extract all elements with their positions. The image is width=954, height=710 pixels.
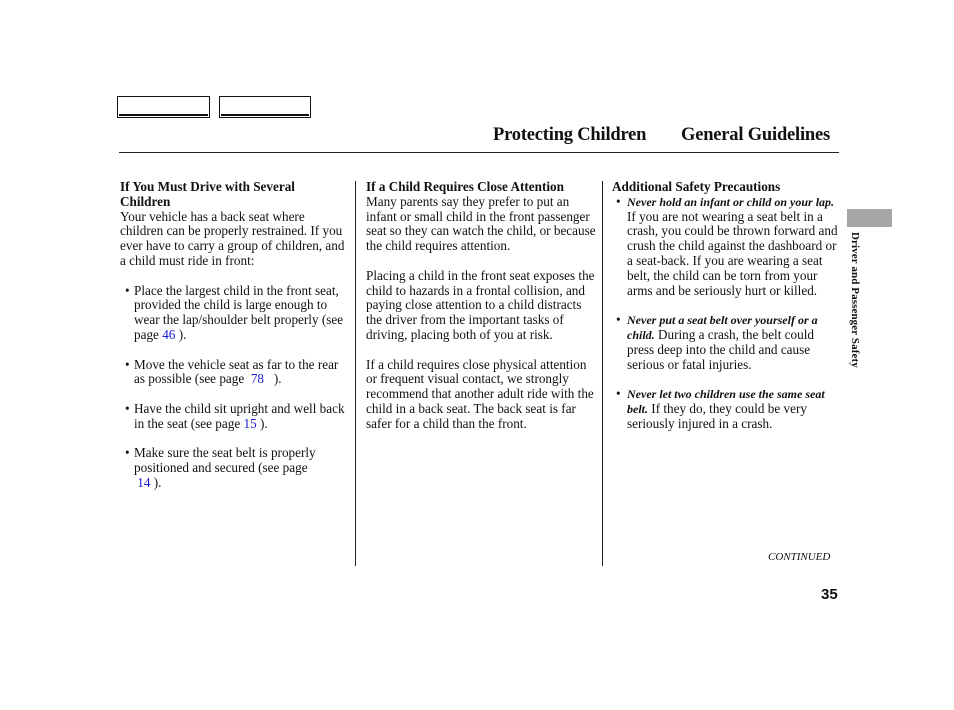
previous-page-button[interactable] <box>117 96 210 118</box>
list-item: • Make sure the seat belt is properly positioned and secured (see page 14 ). <box>125 445 316 490</box>
list-item: • Never put a seat belt over yourself or a child. During a crash, the belt could press deep into the child and cause serious or fatal injuries. <box>616 312 818 372</box>
page-number: 35 <box>821 586 838 603</box>
page-link[interactable]: 15 <box>243 415 257 431</box>
column2-paragraph: Placing a child in the front seat exposes the child to hazards in a frontal collision, and paying close attention to a child distracts the driver from the important tasks of driving, placing both of you at risk. <box>366 267 595 342</box>
subsection-title: General Guidelines <box>681 125 831 145</box>
list-item: • Place the largest child in the front seat, provided the child is large enough to wear the lap/shoulder belt properly (see page 46 ). <box>125 282 344 342</box>
warning-emphasis: Never let two children use the same seat belt. <box>627 387 825 416</box>
bullet-icon: • <box>125 356 130 372</box>
warning-emphasis: Never hold an infant or child on your lap. <box>627 194 835 209</box>
bullet-icon: • <box>616 193 621 209</box>
section-title: Protecting Children <box>493 125 647 145</box>
bullet-icon: • <box>125 445 130 461</box>
section-tab-label: Driver and Passenger Safety <box>849 232 861 368</box>
column2-paragraph: Many parents say they prefer to put an infant or small child in the front passenger seat so they can watch the child, or because the child requires attention. <box>366 193 596 254</box>
page-link[interactable]: 14 <box>137 474 151 490</box>
bullet-icon: • <box>616 312 621 328</box>
column-divider <box>355 181 356 566</box>
warning-emphasis: Never put a seat belt over yourself or a child. <box>627 313 818 342</box>
section-tab[interactable] <box>847 209 892 227</box>
page-link[interactable]: 78 <box>250 371 265 387</box>
column3-heading: Additional Safety Precautions <box>612 179 781 194</box>
list-item: • Never let two children use the same seat belt. If they do, they could be very seriously injured in a crash. <box>616 386 825 431</box>
column-safety-precautions <box>612 180 842 432</box>
bullet-icon: • <box>125 282 130 298</box>
column2-heading: If a Child Requires Close Attention <box>366 179 564 194</box>
column1-heading: If You Must Drive with Several Children <box>120 179 295 209</box>
column-several-children <box>120 180 348 491</box>
column2-paragraph: If a child requires close physical attention or frequent visual contact, we strongly recommend that another adult ride with the child in a back seat. The back seat is far safer for a child than the front. <box>366 356 594 431</box>
column-divider <box>602 181 603 566</box>
list-item: • Never hold an infant or child on your lap. If you are not wearing a seat belt in a crash, you could be thrown forward and crush the child against the dashboard or a seat-back. If you are wearing a seat belt, the child can be torn from your arms and be seriously hurt or killed. <box>616 193 838 298</box>
bullet-icon: • <box>125 400 130 416</box>
continued-label: CONTINUED <box>768 551 831 563</box>
header-divider <box>119 152 839 153</box>
bullet-icon: • <box>616 386 621 402</box>
list-item: • Have the child sit upright and well back in the seat (see page 15 ). <box>125 400 345 431</box>
column1-intro: Your vehicle has a back seat where children can be properly restrained. If you ever have to carry a group of children, and a child must ride in front: <box>120 208 345 268</box>
page-link[interactable]: 46 <box>162 326 176 342</box>
next-page-button[interactable] <box>219 96 311 118</box>
list-item: • Move the vehicle seat as far to the rear as possible (see page 78 ). <box>125 356 339 387</box>
column-close-attention <box>366 180 596 432</box>
